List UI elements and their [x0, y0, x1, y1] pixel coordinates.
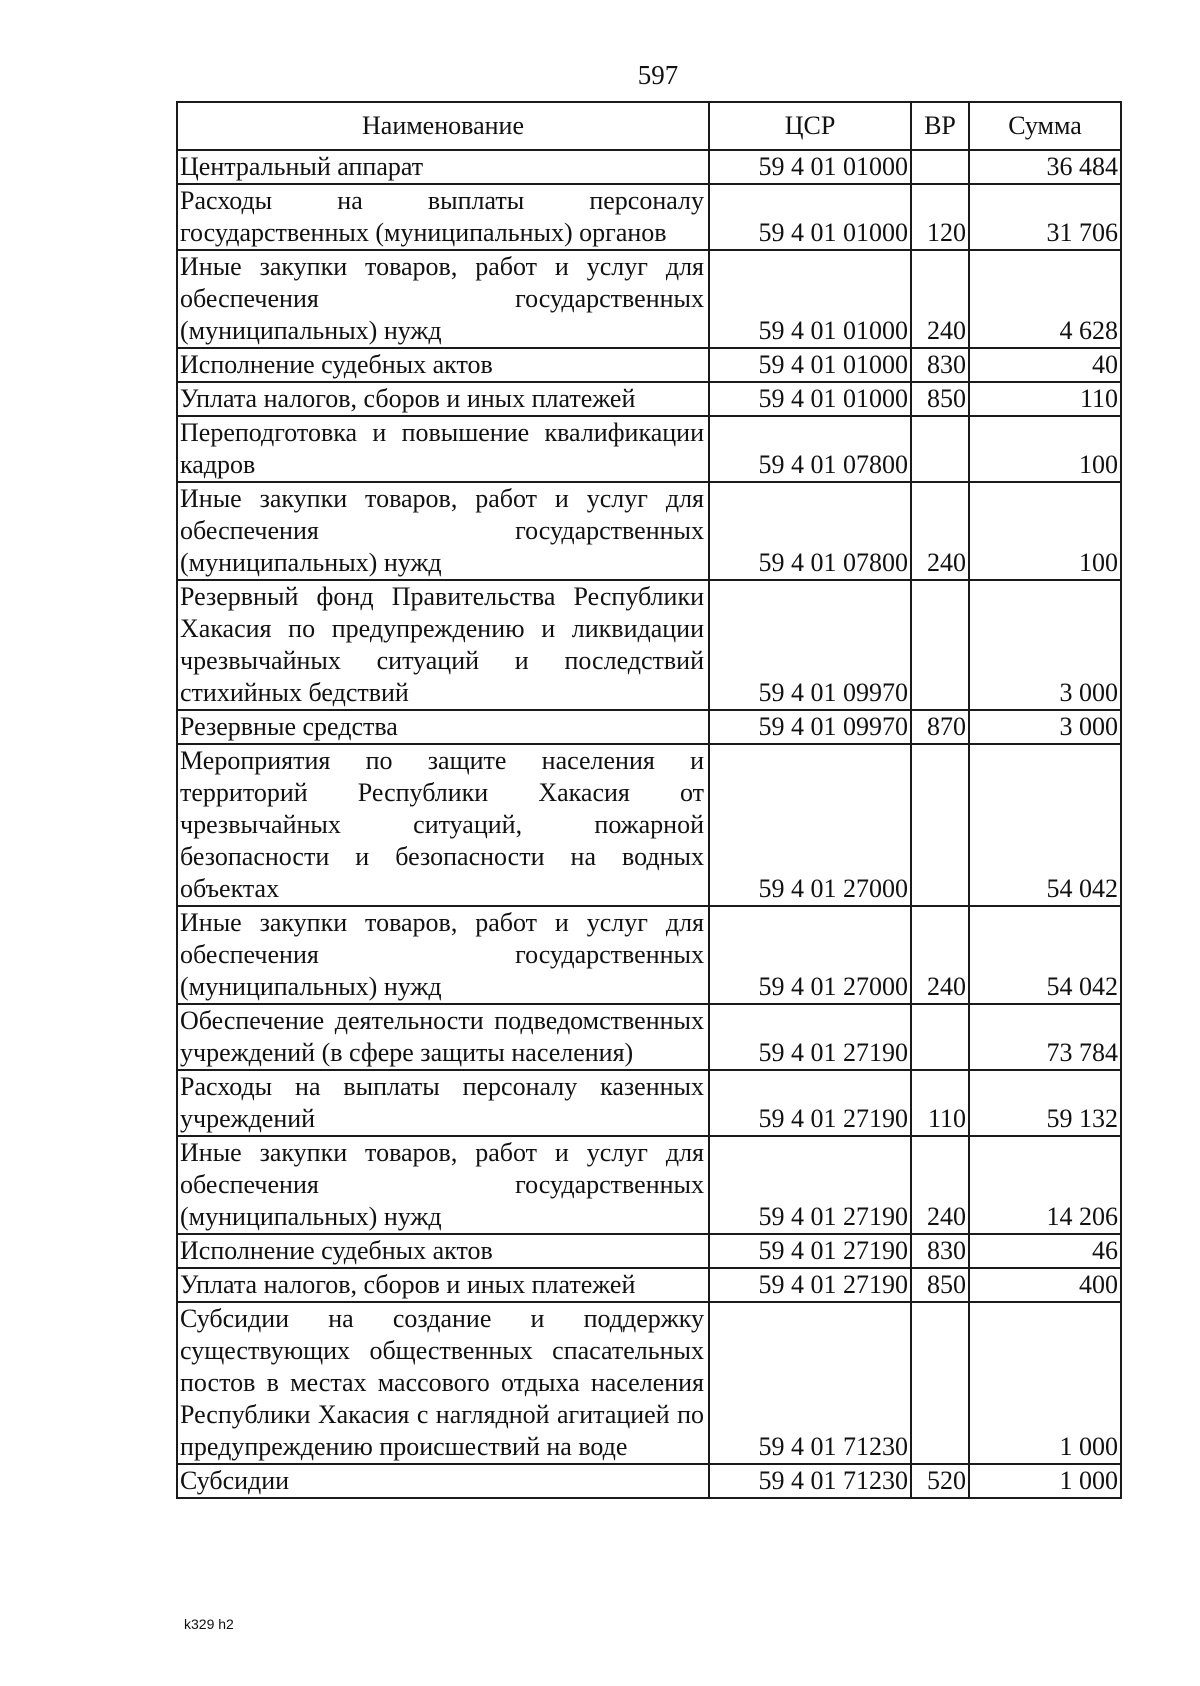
cell-sum: 110 — [969, 382, 1121, 416]
cell-vr — [911, 1004, 969, 1070]
cell-sum: 100 — [969, 416, 1121, 482]
cell-name: Исполнение судебных актов — [177, 348, 709, 382]
cell-name: Расходы на выплаты персоналу казенных учреждений — [177, 1070, 709, 1136]
cell-csr: 59 4 01 27190 — [709, 1004, 911, 1070]
cell-csr: 59 4 01 01000 — [709, 150, 911, 184]
cell-sum: 400 — [969, 1268, 1121, 1302]
cell-name: Центральный аппарат — [177, 150, 709, 184]
cell-csr: 59 4 01 09970 — [709, 710, 911, 744]
cell-name: Субсидии на создание и поддержку существующих общественных спасательных постов в местах массового отдыха населения Республики Хакасия с наглядной агитацией по предупреждению происшествий на воде — [177, 1302, 709, 1464]
cell-csr: 59 4 01 27190 — [709, 1136, 911, 1234]
table-row — [177, 482, 1121, 580]
cell-vr: 830 — [911, 348, 969, 382]
table-row — [177, 744, 1121, 906]
cell-csr: 59 4 01 71230 — [709, 1302, 911, 1464]
cell-name: Иные закупки товаров, работ и услуг для обеспечения государственных (муниципальных) нужд — [177, 250, 709, 348]
footer-code: k329 h2 — [184, 1616, 234, 1632]
cell-name: Уплата налогов, сборов и иных платежей — [177, 1268, 709, 1302]
table-row — [177, 382, 1121, 416]
table-row — [177, 416, 1121, 482]
cell-sum: 4 628 — [969, 250, 1121, 348]
table-row — [177, 1234, 1121, 1268]
cell-name: Переподготовка и повышение квалификации кадров — [177, 416, 709, 482]
cell-csr: 59 4 01 07800 — [709, 482, 911, 580]
header-sum: Сумма — [969, 102, 1121, 150]
cell-vr — [911, 744, 969, 906]
table-header — [177, 102, 1121, 150]
cell-sum: 40 — [969, 348, 1121, 382]
cell-name: Иные закупки товаров, работ и услуг для обеспечения государственных (муниципальных) нужд — [177, 906, 709, 1004]
cell-vr — [911, 150, 969, 184]
cell-sum: 59 132 — [969, 1070, 1121, 1136]
header-vr: ВР — [911, 102, 969, 150]
budget-table — [176, 101, 1122, 1499]
cell-vr: 850 — [911, 382, 969, 416]
cell-vr: 110 — [911, 1070, 969, 1136]
cell-sum: 1 000 — [969, 1464, 1121, 1498]
cell-name: Резервные средства — [177, 710, 709, 744]
table-row — [177, 184, 1121, 250]
cell-sum: 3 000 — [969, 710, 1121, 744]
cell-sum: 3 000 — [969, 580, 1121, 710]
cell-csr: 59 4 01 01000 — [709, 184, 911, 250]
cell-vr: 240 — [911, 482, 969, 580]
cell-csr: 59 4 01 01000 — [709, 348, 911, 382]
cell-sum: 31 706 — [969, 184, 1121, 250]
cell-vr: 240 — [911, 250, 969, 348]
cell-sum: 14 206 — [969, 1136, 1121, 1234]
cell-csr: 59 4 01 09970 — [709, 580, 911, 710]
header-row — [177, 102, 1121, 150]
table-row — [177, 1004, 1121, 1070]
cell-name: Уплата налогов, сборов и иных платежей — [177, 382, 709, 416]
cell-name: Иные закупки товаров, работ и услуг для обеспечения государственных (муниципальных) нужд — [177, 1136, 709, 1234]
cell-vr — [911, 416, 969, 482]
cell-sum: 1 000 — [969, 1302, 1121, 1464]
cell-vr: 870 — [911, 710, 969, 744]
cell-sum: 46 — [969, 1234, 1121, 1268]
page-number: 597 — [637, 60, 679, 90]
cell-vr: 240 — [911, 906, 969, 1004]
table-row — [177, 150, 1121, 184]
cell-name: Исполнение судебных актов — [177, 1234, 709, 1268]
cell-sum: 73 784 — [969, 1004, 1121, 1070]
cell-name: Обеспечение деятельности подведомственных учреждений (в сфере защиты населения) — [177, 1004, 709, 1070]
table-body — [177, 150, 1121, 1498]
cell-vr: 120 — [911, 184, 969, 250]
cell-csr: 59 4 01 27190 — [709, 1070, 911, 1136]
table-row — [177, 1268, 1121, 1302]
cell-csr: 59 4 01 27190 — [709, 1268, 911, 1302]
table-row — [177, 1070, 1121, 1136]
table-row — [177, 580, 1121, 710]
cell-csr: 59 4 01 71230 — [709, 1464, 911, 1498]
cell-csr: 59 4 01 27190 — [709, 1234, 911, 1268]
cell-name: Расходы на выплаты персоналу государственных (муниципальных) органов — [177, 184, 709, 250]
header-csr: ЦСР — [709, 102, 911, 150]
header-name: Наименование — [177, 102, 709, 150]
table-row — [177, 710, 1121, 744]
table-row — [177, 250, 1121, 348]
cell-name: Мероприятия по защите населения и территорий Республики Хакасия от чрезвычайных ситуаций, пожарной безопасности и безопасности на водных объектах — [177, 744, 709, 906]
cell-sum: 54 042 — [969, 744, 1121, 906]
cell-csr: 59 4 01 07800 — [709, 416, 911, 482]
cell-vr: 830 — [911, 1234, 969, 1268]
cell-sum: 36 484 — [969, 150, 1121, 184]
table-row — [177, 906, 1121, 1004]
cell-vr — [911, 1302, 969, 1464]
cell-vr: 850 — [911, 1268, 969, 1302]
cell-vr — [911, 580, 969, 710]
cell-vr: 520 — [911, 1464, 969, 1498]
cell-name: Субсидии — [177, 1464, 709, 1498]
cell-name: Иные закупки товаров, работ и услуг для обеспечения государственных (муниципальных) нужд — [177, 482, 709, 580]
cell-vr: 240 — [911, 1136, 969, 1234]
cell-name: Резервный фонд Правительства Республики Хакасия по предупреждению и ликвидации чрезвычайных ситуаций и последствий стихийных бедствий — [177, 580, 709, 710]
cell-sum: 54 042 — [969, 906, 1121, 1004]
table-row — [177, 1464, 1121, 1498]
cell-csr: 59 4 01 01000 — [709, 382, 911, 416]
table-row — [177, 348, 1121, 382]
table-row — [177, 1302, 1121, 1464]
cell-sum: 100 — [969, 482, 1121, 580]
table-row — [177, 1136, 1121, 1234]
cell-csr: 59 4 01 27000 — [709, 744, 911, 906]
cell-csr: 59 4 01 01000 — [709, 250, 911, 348]
cell-csr: 59 4 01 27000 — [709, 906, 911, 1004]
